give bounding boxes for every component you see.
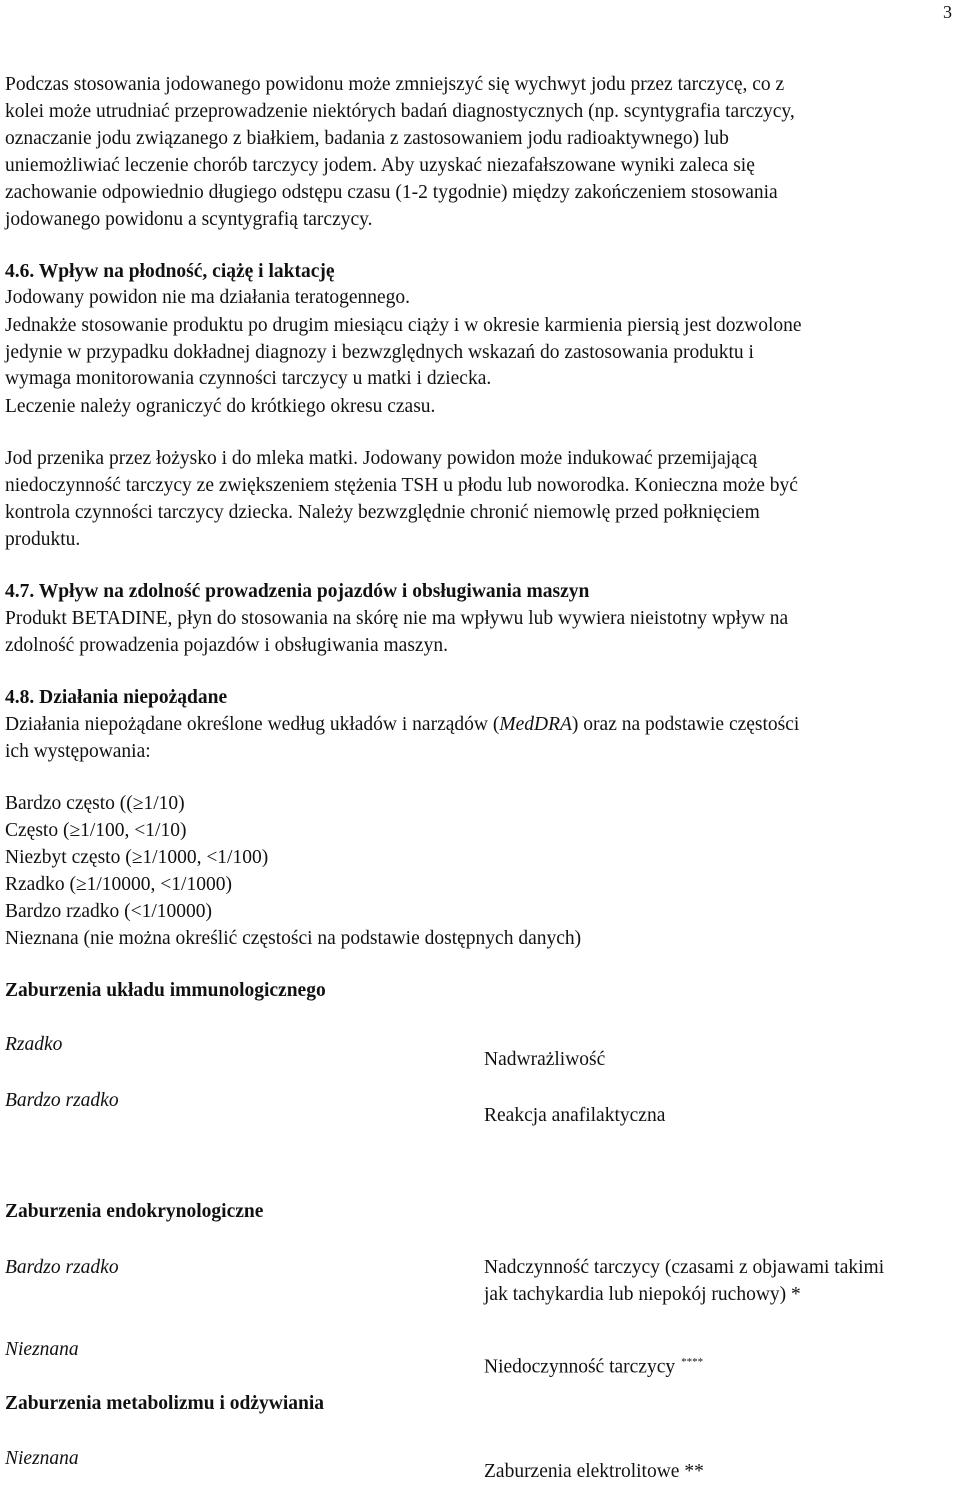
section-heading-4-7: 4.7. Wpływ na zdolność prowadzenia pojazdów i obsługiwania maszyn xyxy=(5,581,590,602)
adverse-effect xyxy=(484,1349,703,1381)
soc-heading-immune: Zaburzenia układu immunologicznego xyxy=(5,980,326,1001)
frequency-item: Często (≥1/100, <1/10) xyxy=(5,820,187,841)
paragraph-line: kontrola czynności tarczycy dziecka. Należy bezwzględnie chronić niemowlę przed połknięciem xyxy=(5,502,760,523)
paragraph-line: produktu. xyxy=(5,529,81,550)
intro-text-before: Działania niepożądane określone według układów i narządów ( xyxy=(5,714,500,735)
frequency-label: Bardzo rzadko xyxy=(5,1090,119,1111)
section-heading-4-8: 4.8. Działania niepożądane xyxy=(5,687,228,708)
paragraph-line: uniemożliwiać leczenie chorób tarczycy jodem. Aby uzyskać niezafałszowane wyniki zaleca się xyxy=(5,155,755,176)
intro-text-after: ) oraz na podstawie częstości xyxy=(571,714,800,735)
frequency-label: Bardzo rzadko xyxy=(5,1257,119,1278)
paragraph-line: jedynie w przypadku dokładnej diagnozy i bezwzględnych wskazań do zastosowania produktu i xyxy=(5,342,754,363)
paragraph-line: kolei może utrudniać przeprowadzenie niektórych badań diagnostycznych (np. scyntygrafia tarczycy, xyxy=(5,101,795,122)
paragraph-line: Jodowany powidon nie ma działania teratogennego. xyxy=(5,287,411,308)
frequency-item: Niezbyt często (≥1/1000, <1/100) xyxy=(5,847,269,868)
soc-heading-endocrine: Zaburzenia endokrynologiczne xyxy=(5,1201,264,1222)
paragraph-line: zachowanie odpowiednio długiego odstępu czasu (1-2 tygodnie) między zakończeniem stosowania xyxy=(5,182,778,203)
adverse-effect-text: Niedoczynność tarczycy xyxy=(484,1356,676,1378)
paragraph-line: Leczenie należy ograniczyć do krótkiego okresu czasu. xyxy=(5,396,436,417)
paragraph-line: Podczas stosowania jodowanego powidonu może zmniejszyć się wychwyt jodu przez tarczycę, co z xyxy=(5,74,785,95)
footnote-marker: **** xyxy=(681,1356,704,1368)
adverse-effect: Reakcja anafilaktyczna xyxy=(484,1105,666,1126)
frequency-label: Rzadko xyxy=(5,1034,63,1055)
adverse-effect: Zaburzenia elektrolitowe ** xyxy=(484,1461,704,1482)
paragraph-line: oznaczanie jodu związanego z białkiem, badania z zastosowaniem jodu radioaktywnego) lub xyxy=(5,128,729,149)
paragraph-line: Jod przenika przez łożysko i do mleka matki. Jodowany powidon może indukować przemijającą xyxy=(5,448,758,469)
intro-line-2: ich występowania: xyxy=(5,741,151,762)
section-heading-4-6: 4.6. Wpływ na płodność, ciążę i laktację xyxy=(5,261,335,282)
meddra-term: MedDRA xyxy=(499,714,572,735)
adverse-effect: Nadczynność tarczycy (czasami z objawami takimi xyxy=(484,1257,885,1278)
frequency-item: Bardzo rzadko (<1/10000) xyxy=(5,901,213,922)
adverse-effect: jak tachykardia lub niepokój ruchowy) * xyxy=(484,1284,801,1305)
paragraph-line: zdolność prowadzenia pojazdów i obsługiwania maszyn. xyxy=(5,635,448,656)
adverse-effect: Nadwrażliwość xyxy=(484,1049,606,1070)
intro-line xyxy=(5,711,799,738)
frequency-label: Nieznana xyxy=(5,1339,79,1360)
paragraph-line: wymaga monitorowania czynności tarczycy u matki i dziecka. xyxy=(5,368,492,389)
frequency-item: Bardzo często ((≥1/10) xyxy=(5,793,185,814)
soc-heading-metabolism: Zaburzenia metabolizmu i odżywiania xyxy=(5,1393,325,1414)
paragraph-line: jodowanego powidonu a scyntygrafią tarczycy. xyxy=(5,209,373,230)
page-number: 3 xyxy=(943,2,952,22)
paragraph-line: Produkt BETADINE, płyn do stosowania na skórę nie ma wpływu lub wywiera nieistotny wpływ na xyxy=(5,608,789,629)
paragraph-line: niedoczynność tarczycy ze zwiększeniem stężenia TSH u płodu lub noworodka. Konieczna może być xyxy=(5,475,798,496)
frequency-item: Nieznana (nie można określić częstości na podstawie dostępnych danych) xyxy=(5,928,582,949)
paragraph-line: Jednakże stosowanie produktu po drugim miesiącu ciąży i w okresie karmienia piersią jest dozwolone xyxy=(5,315,802,336)
frequency-item: Rzadko (≥1/10000, <1/1000) xyxy=(5,874,232,895)
frequency-label: Nieznana xyxy=(5,1448,79,1469)
